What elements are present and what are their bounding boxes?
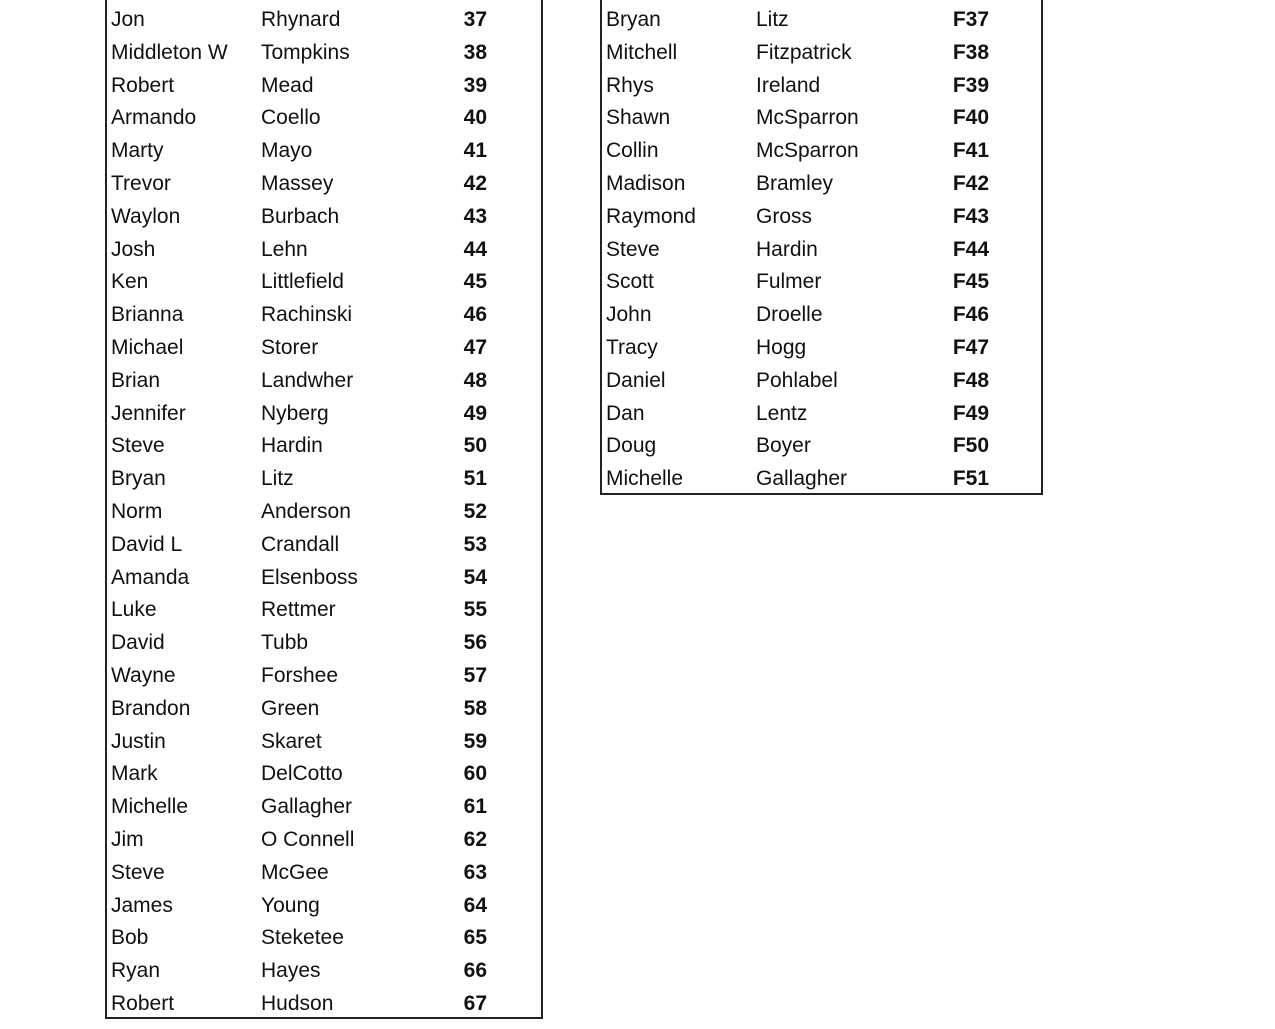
number-cell: 41 [463, 139, 487, 163]
last-name-cell: Elsenboss [261, 565, 358, 589]
last-name-cell: Green [261, 696, 320, 720]
table-row [107, 266, 541, 299]
table-row [602, 135, 1041, 168]
number-cell: 40 [463, 106, 487, 130]
table-row [602, 201, 1041, 234]
first-name-cell: Michelle [111, 795, 189, 819]
first-name-cell: Brian [111, 368, 161, 392]
last-name-cell: Droelle [756, 303, 823, 327]
first-name-cell: Jennifer [111, 401, 186, 425]
last-name-cell: Burbach [261, 204, 340, 228]
first-name-cell: Robert [111, 73, 175, 97]
last-name-cell: Hogg [756, 335, 807, 359]
first-name-cell: Josh [111, 237, 156, 261]
table-row [107, 332, 541, 365]
last-name-cell: Bramley [756, 171, 834, 195]
first-name-cell: Ryan [111, 959, 161, 983]
number-cell: 63 [463, 860, 487, 884]
table-row [602, 102, 1041, 135]
first-name-cell: Scott [606, 270, 654, 294]
number-cell: 52 [463, 499, 487, 523]
table-row [602, 398, 1041, 431]
number-cell: 47 [463, 335, 487, 359]
last-name-cell: Rettmer [261, 598, 336, 622]
number-cell: 37 [463, 8, 487, 31]
number-cell: 43 [463, 204, 487, 228]
table-row [107, 201, 541, 234]
number-cell: 48 [463, 368, 487, 392]
number-cell: 61 [463, 795, 487, 819]
first-name-cell: Daniel [606, 368, 666, 392]
number-cell: 57 [463, 663, 487, 687]
number-cell: F40 [952, 106, 989, 130]
last-name-cell: Gallagher [261, 795, 353, 819]
number-cell: 60 [463, 762, 487, 786]
table-row [107, 955, 541, 988]
last-name-cell: Hayes [261, 959, 321, 983]
table-row [107, 398, 541, 431]
first-name-cell: Jim [111, 827, 144, 851]
table-row [602, 70, 1041, 103]
table-row [107, 726, 541, 759]
number-cell: F45 [952, 270, 989, 294]
first-name-cell: David L [111, 532, 183, 556]
table-row [107, 365, 541, 398]
number-cell: F48 [952, 368, 989, 392]
first-name-cell: Robert [111, 991, 175, 1015]
table-row [602, 299, 1041, 332]
last-name-cell: Crandall [261, 532, 340, 556]
last-name-cell: Forshee [261, 663, 339, 687]
last-name-cell: Lentz [756, 401, 808, 425]
number-cell: F49 [952, 401, 989, 425]
first-name-cell: Steve [111, 860, 165, 884]
number-cell: 55 [463, 598, 487, 622]
first-name-cell: Luke [111, 598, 157, 622]
roster-table-left [105, 0, 543, 1019]
last-name-cell: Hardin [756, 237, 818, 261]
table-row [602, 4, 1041, 37]
table-row [107, 529, 541, 562]
table-row [107, 430, 541, 463]
last-name-cell: Coello [261, 106, 321, 130]
table-row [602, 234, 1041, 267]
table-row [107, 758, 541, 791]
table-row [107, 594, 541, 627]
number-cell: F46 [952, 303, 989, 327]
number-cell: 53 [463, 532, 487, 556]
first-name-cell: Mark [111, 762, 158, 786]
table-row [107, 135, 541, 168]
first-name-cell: Shawn [606, 106, 671, 130]
table-row [107, 4, 541, 37]
last-name-cell: McGee [261, 860, 329, 884]
number-cell: F37 [952, 8, 989, 31]
number-cell: F39 [952, 73, 989, 97]
first-name-cell: Michael [111, 335, 184, 359]
first-name-cell: Brianna [111, 303, 184, 327]
table-row [107, 660, 541, 693]
first-name-cell: Middleton W [111, 40, 228, 64]
first-name-cell: Dan [606, 401, 645, 425]
number-cell: 45 [463, 270, 487, 294]
last-name-cell: Boyer [756, 434, 811, 458]
last-name-cell: Steketee [261, 926, 344, 950]
first-name-cell: James [111, 893, 173, 917]
table-row [107, 299, 541, 332]
first-name-cell: Wayne [111, 663, 176, 687]
first-name-cell: Ken [111, 270, 149, 294]
last-name-cell: Tubb [261, 631, 309, 655]
first-name-cell: Bryan [606, 8, 661, 31]
first-name-cell: Raymond [606, 204, 696, 228]
last-name-cell: Rhynard [261, 8, 341, 31]
table-row [107, 824, 541, 857]
last-name-cell: Nyberg [261, 401, 329, 425]
last-name-cell: Hardin [261, 434, 323, 458]
first-name-cell: Amanda [111, 565, 190, 589]
last-name-cell: Litz [261, 467, 294, 491]
first-name-cell: Steve [111, 434, 165, 458]
number-cell: F41 [952, 139, 989, 163]
last-name-cell: Gallagher [756, 467, 848, 491]
table-row [107, 627, 541, 660]
number-cell: F47 [952, 335, 989, 359]
last-name-cell: McSparron [756, 139, 859, 163]
table-row [602, 365, 1041, 398]
last-name-cell: Tompkins [261, 40, 350, 64]
number-cell: 49 [463, 401, 487, 425]
first-name-cell: Bryan [111, 467, 166, 491]
number-cell: 64 [463, 893, 487, 917]
table-row [107, 37, 541, 70]
number-cell: 66 [463, 959, 487, 983]
last-name-cell: DelCotto [261, 762, 343, 786]
number-cell: 38 [463, 40, 487, 64]
number-cell: 67 [463, 991, 487, 1015]
number-cell: 56 [463, 631, 487, 655]
first-name-cell: Brandon [111, 696, 191, 720]
last-name-cell: Ireland [756, 73, 821, 97]
first-name-cell: Bob [111, 926, 149, 950]
table-row [602, 332, 1041, 365]
first-name-cell: Jon [111, 8, 145, 31]
last-name-cell: Pohlabel [756, 368, 838, 392]
first-name-cell: John [606, 303, 652, 327]
first-name-cell: Waylon [111, 204, 181, 228]
table-row [107, 693, 541, 726]
first-name-cell: Rhys [606, 73, 654, 97]
last-name-cell: Landwher [261, 368, 354, 392]
last-name-cell: Gross [756, 204, 813, 228]
first-name-cell: Mitchell [606, 40, 678, 64]
first-name-cell: Justin [111, 729, 166, 753]
first-name-cell: Armando [111, 106, 197, 130]
first-name-cell: Madison [606, 171, 686, 195]
number-cell: F43 [952, 204, 989, 228]
table-row [107, 857, 541, 890]
number-cell: 39 [463, 73, 487, 97]
table-row [107, 463, 541, 496]
first-name-cell: Collin [606, 139, 659, 163]
first-name-cell: Michelle [606, 467, 684, 491]
last-name-cell: McSparron [756, 106, 859, 130]
number-cell: 59 [463, 729, 487, 753]
last-name-cell: Hudson [261, 991, 334, 1015]
table-row [107, 70, 541, 103]
number-cell: 65 [463, 926, 487, 950]
last-name-cell: Lehn [261, 237, 308, 261]
last-name-cell: Litz [756, 8, 789, 31]
table-row [602, 266, 1041, 299]
table-row [107, 102, 541, 135]
last-name-cell: Rachinski [261, 303, 353, 327]
number-cell: 54 [463, 565, 487, 589]
last-name-cell: Skaret [261, 729, 322, 753]
table-row [602, 430, 1041, 463]
last-name-cell: Massey [261, 171, 334, 195]
number-cell: F38 [952, 40, 989, 64]
last-name-cell: Mead [261, 73, 314, 97]
table-row [602, 37, 1041, 70]
roster-table-right [600, 0, 1043, 495]
table-row [107, 922, 541, 955]
table-row [602, 168, 1041, 201]
last-name-cell: Fitzpatrick [756, 40, 852, 64]
first-name-cell: Marty [111, 139, 164, 163]
table-row [107, 496, 541, 529]
first-name-cell: Tracy [606, 335, 658, 359]
last-name-cell: Anderson [261, 499, 351, 523]
number-cell: F42 [952, 171, 989, 195]
number-cell: 62 [463, 827, 487, 851]
last-name-cell: Mayo [261, 139, 313, 163]
table-row [602, 463, 1041, 496]
table-row [107, 988, 541, 1021]
first-name-cell: Trevor [111, 171, 171, 195]
number-cell: F50 [952, 434, 989, 458]
number-cell: 51 [463, 467, 487, 491]
number-cell: 46 [463, 303, 487, 327]
first-name-cell: David [111, 631, 165, 655]
last-name-cell: Littlefield [261, 270, 344, 294]
table-row [107, 168, 541, 201]
first-name-cell: Doug [606, 434, 657, 458]
first-name-cell: Norm [111, 499, 163, 523]
last-name-cell: Fulmer [756, 270, 822, 294]
number-cell: F51 [952, 467, 989, 491]
table-row [107, 890, 541, 923]
last-name-cell: Young [261, 893, 320, 917]
number-cell: 42 [463, 171, 487, 195]
number-cell: 44 [463, 237, 487, 261]
first-name-cell: Steve [606, 237, 660, 261]
table-row [107, 234, 541, 267]
number-cell: 50 [463, 434, 487, 458]
number-cell: 58 [463, 696, 487, 720]
table-row [107, 562, 541, 595]
last-name-cell: Storer [261, 335, 319, 359]
last-name-cell: O Connell [261, 827, 355, 851]
table-row [107, 791, 541, 824]
number-cell: F44 [952, 237, 989, 261]
